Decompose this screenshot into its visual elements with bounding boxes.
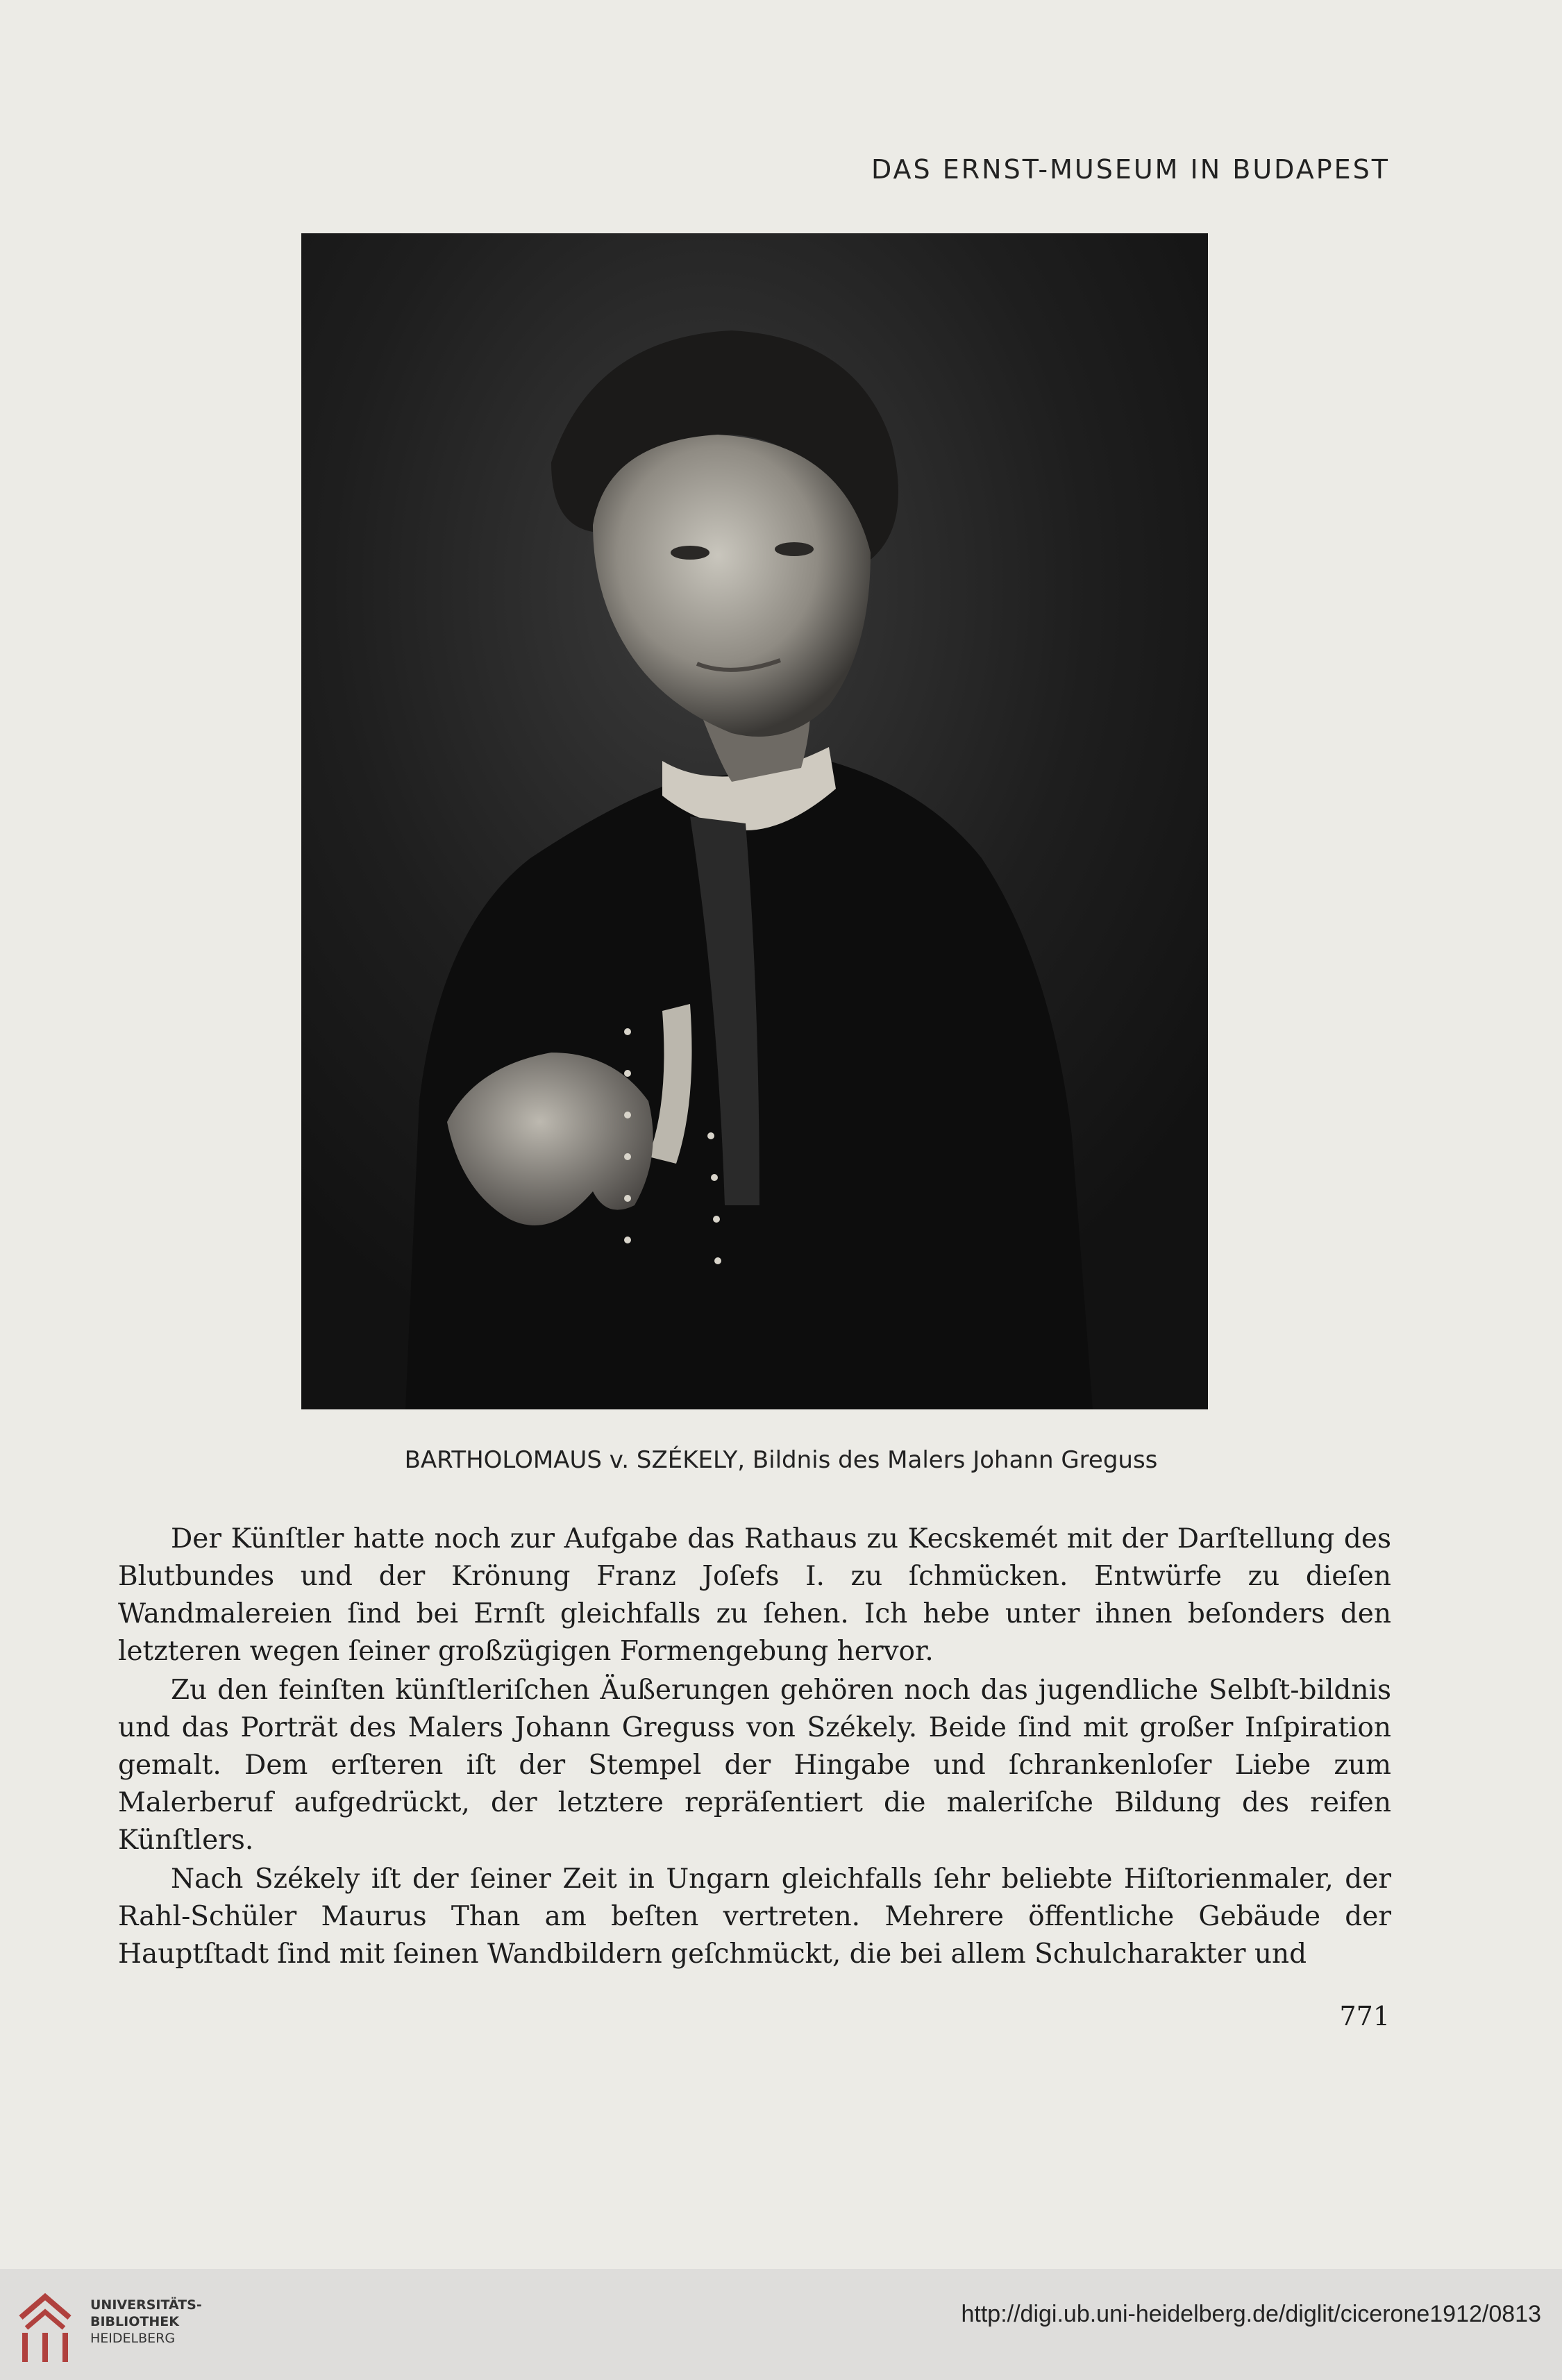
article-body bbox=[118, 1520, 1391, 1975]
library-name bbox=[90, 2297, 299, 2347]
library-name-line: UNIVERSITÄTS- bbox=[90, 2297, 202, 2313]
library-name-line: HEIDELBERG bbox=[90, 2331, 176, 2346]
figure-caption bbox=[139, 1446, 1423, 1474]
digitization-footer bbox=[0, 2269, 1562, 2380]
paragraph: Nach Székely iſt der ſeiner Zeit in Ungarn gleichfalls ſehr beliebte Hiſtorienmaler, der Rahl-Schüler Maurus Than am beſten vertreten. Mehrere öffentliche Gebäude der Hauptſtadt ſind mit ſeinen Wandbildern geſchmückt, die bei allem Schulcharakter und bbox=[118, 1863, 1391, 1970]
ub-heidelberg-logo-icon bbox=[14, 2290, 76, 2366]
source-url-link[interactable]: http://digi.ub.uni-heidelberg.de/diglit/cicerone1912/0813 bbox=[961, 2301, 1541, 2327]
caption-title: , Bildnis des Malers Johann Greguss bbox=[737, 1446, 1158, 1474]
portrait-photograph bbox=[301, 233, 1208, 1409]
paragraph: Zu den feinſten künſtleriſchen Äußerungen gehören noch das jugendliche Selbſt-bildnis und das Porträt des Malers Johann Greguss von Székely. Beide ſind mit großer Inſpiration gemalt. Dem erſteren iſt der Stempel der Hingabe und ſchrankenloſer Liebe zum Malerberuf aufgedrückt, der letztere repräſentiert die maleriſche Bildung des reifen Künſtlers. bbox=[118, 1675, 1391, 1856]
running-header: DAS ERNST-MUSEUM IN BUDAPEST bbox=[871, 154, 1390, 185]
caption-artist: BARTHOLOMAUS v. SZÉKELY bbox=[404, 1446, 738, 1474]
portrait-image bbox=[301, 233, 1208, 1409]
page-number: 771 bbox=[1339, 2001, 1390, 2031]
library-name-line: BIBLIOTHEK bbox=[90, 2314, 179, 2329]
paragraph: Der Künſtler hatte noch zur Aufgabe das Rathaus zu Kecskemét mit der Darſtellung des Blutbundes und der Krönung Franz Joſefs I. zu ſchmücken. Entwürfe zu dieſen Wandmalereien ſind bei Ernſt gleichfalls zu ſehen. Ich hebe unter ihnen beſonders den letzteren wegen ſeiner großzügigen Formengebung hervor. bbox=[118, 1523, 1391, 1667]
